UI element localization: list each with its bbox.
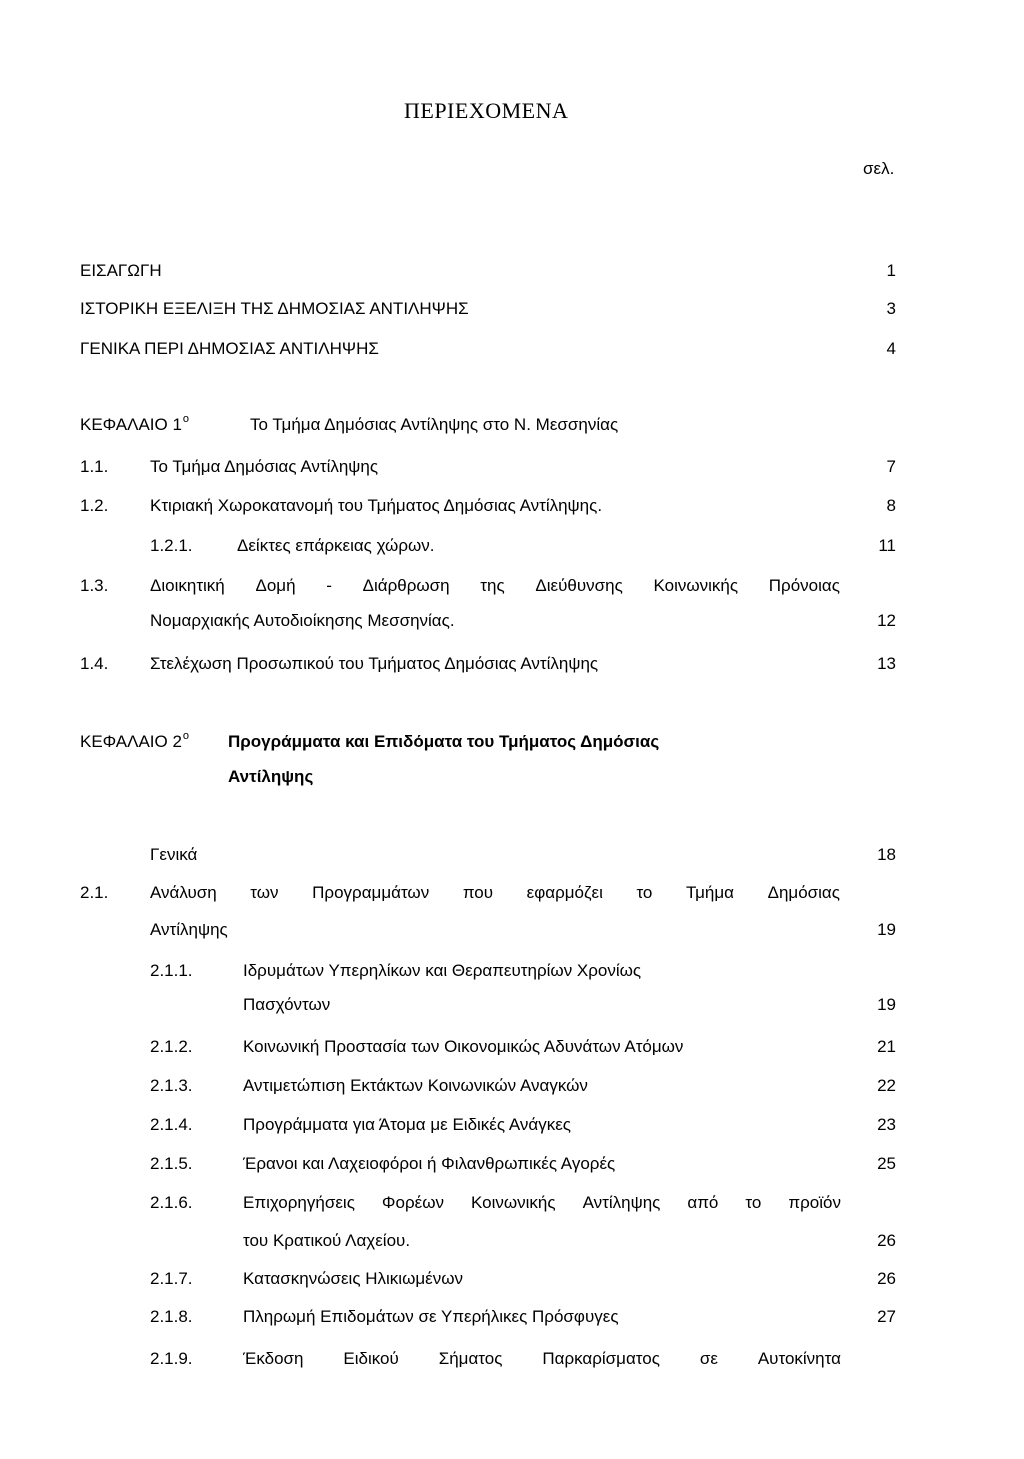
toc-entry-number: 1.3. [80, 576, 109, 595]
toc-page-number: 7 [886, 457, 896, 476]
toc-entry-number: 2.1.6. [150, 1193, 193, 1212]
toc-entry-number: 2.1. [80, 883, 109, 902]
toc-entry-number: 2.1.1. [150, 961, 193, 980]
toc-page-number: 23 [877, 1115, 896, 1134]
toc-entry-number: 2.1.3. [150, 1076, 193, 1095]
toc-entry-general: ΓΕΝΙΚΑ ΠΕΡΙ ΔΗΜΟΣΙΑΣ ΑΝΤΙΛΗΨΗΣ [80, 339, 379, 358]
toc-entry-text: Πληρωμή Επιδομάτων σε Υπερήλικες Πρόσφυγες [243, 1307, 619, 1326]
toc-entry-number: 1.1. [80, 457, 109, 476]
toc-entry-number: 2.1.8. [150, 1307, 193, 1326]
toc-entry-text: Προγράμματα για Άτομα με Ειδικές Ανάγκες [243, 1115, 571, 1134]
toc-entry-text-continued: Αντίληψης [150, 920, 228, 939]
toc-page-number: 19 [877, 920, 896, 939]
toc-entry-number: 2.1.7. [150, 1269, 193, 1288]
toc-entry-text: Κοινωνική Προστασία των Οικονομικώς Αδυνάτων Ατόμων [243, 1037, 684, 1056]
toc-page-number: 8 [886, 496, 896, 515]
chapter-1-title: Το Τμήμα Δημόσιας Αντίληψης στο Ν. Μεσσηνίας [250, 415, 619, 434]
toc-entry-text-continued: Πασχόντων [243, 995, 331, 1014]
toc-page-number: 13 [877, 654, 896, 673]
toc-entry-history: ΙΣΤΟΡΙΚΗ ΕΞΕΛΙΞΗ ΤΗΣ ΔΗΜΟΣΙΑΣ ΑΝΤΙΛΗΨΗΣ [80, 299, 469, 318]
toc-entry-number: 1.4. [80, 654, 109, 673]
chapter-1-label: ΚΕΦΑΛΑΙΟ $1^o$ [80, 413, 190, 434]
toc-entry-text-continued: Νομαρχιακής Αυτοδιοίκησης Μεσσηνίας. [150, 611, 455, 630]
page-title: ΠΕΡΙΕΧΟΜΕΝΑ [404, 98, 569, 123]
page-column-label: σελ. [863, 159, 895, 178]
toc-page-number: 1 [886, 261, 896, 280]
toc-entry-number: 2.1.5. [150, 1154, 193, 1173]
toc-entry-number: 1.2.1. [150, 536, 193, 555]
toc-entry-text: Κτιριακή Χωροκατανομή του Τμήματος Δημόσιας Αντίληψης. [150, 496, 603, 515]
toc-entry-text: Γενικά [150, 845, 198, 864]
toc-entry-text: Αντιμετώπιση Εκτάκτων Κοινωνικών Αναγκών [243, 1076, 588, 1095]
toc-entry-number: 2.1.9. [150, 1349, 193, 1368]
toc-entry-number: 2.1.2. [150, 1037, 193, 1056]
toc-entry-text: Ανάλυση των Προγραμμάτων που εφαρμόζει το Τμήμα Δημόσιας [150, 883, 840, 902]
toc-entry-text: Κατασκηνώσεις Ηλικιωμένων [243, 1269, 463, 1288]
toc-page-number: 19 [877, 995, 896, 1014]
toc-entry-text: Στελέχωση Προσωπικού του Τμήματος Δημόσιας Αντίληψης [150, 654, 599, 673]
toc-page-number: 21 [877, 1037, 896, 1056]
toc-entry-intro: ΕΙΣΑΓΩΓΗ [80, 261, 162, 280]
toc-page-number: 18 [877, 845, 896, 864]
toc-entry-number: 2.1.4. [150, 1115, 193, 1134]
toc-entry-text: Διοικητική Δομή - Διάρθρωση της Διεύθυνσης Κοινωνικής Πρόνοιας [150, 576, 840, 595]
toc-page-number: 12 [877, 611, 896, 630]
toc-entry-text: Έρανοι και Λαχειοφόροι ή Φιλανθρωπικές Αγορές [243, 1154, 616, 1173]
toc-page-number: 27 [877, 1307, 896, 1326]
toc-page-number: 26 [877, 1269, 896, 1288]
chapter-2-label: ΚΕΦΑΛΑΙΟ $2^o$ [80, 730, 190, 751]
toc-page-number: 11 [878, 536, 896, 555]
toc-page-number: 4 [886, 339, 896, 358]
toc-entry-text-continued: του Κρατικού Λαχείου. [243, 1231, 411, 1250]
toc-page-number: 22 [877, 1076, 896, 1095]
toc-page-number: 3 [886, 299, 896, 318]
toc-entry-text: Ιδρυμάτων Υπερηλίκων και Θεραπευτηρίων Χρονίως [243, 961, 642, 980]
chapter-2-title-continued: Αντίληψης [228, 767, 314, 786]
toc-entry-text: Δείκτες επάρκειας χώρων. [237, 536, 435, 555]
chapter-2-title: Προγράμματα και Επιδόματα του Τμήματος Δημόσιας [228, 732, 660, 751]
toc-page-number: 25 [877, 1154, 896, 1173]
toc-entry-text: Το Τμήμα Δημόσιας Αντίληψης [150, 457, 379, 476]
toc-entry-number: 1.2. [80, 496, 109, 515]
toc-entry-text: Επιχορηγήσεις Φορέων Κοινωνικής Αντίληψης από το προϊόν [243, 1193, 841, 1212]
toc-page-number: 26 [877, 1231, 896, 1250]
toc-entry-text: Έκδοση Ειδικού Σήματος Παρκαρίσματος σε Αυτοκίνητα [243, 1349, 841, 1368]
